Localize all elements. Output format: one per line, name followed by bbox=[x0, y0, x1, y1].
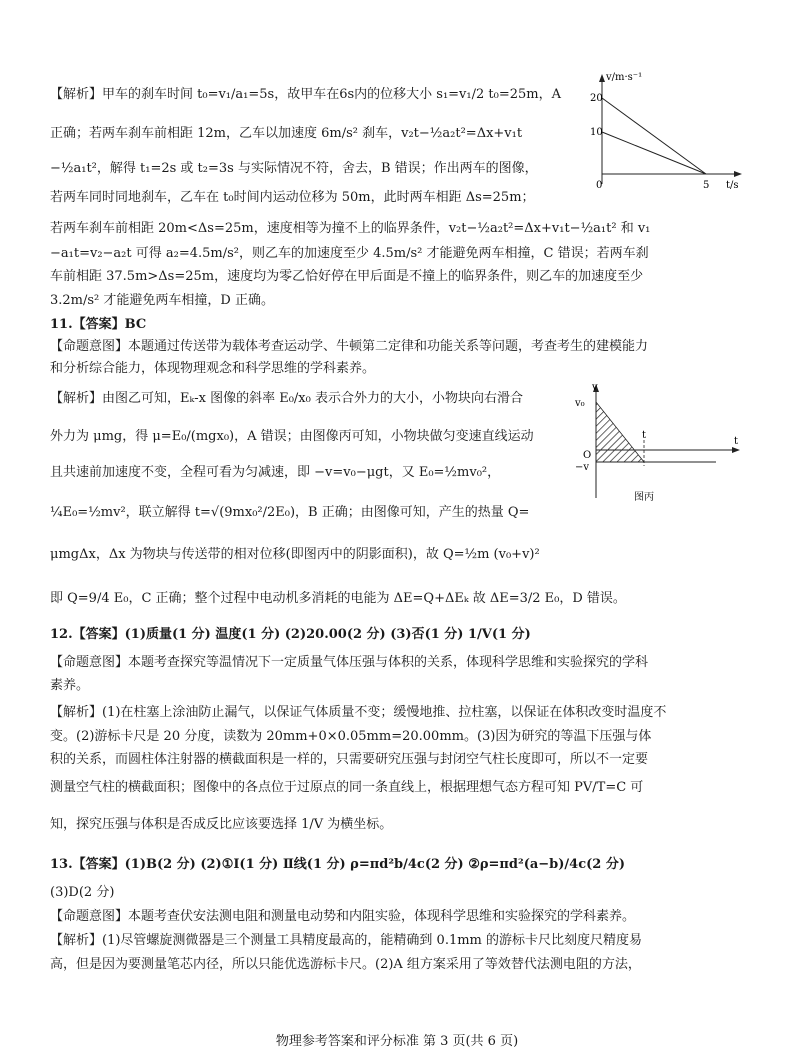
q11-graph-origin: O bbox=[583, 450, 592, 461]
q11-intent-1: 【命题意图】本题通过传送带为载体考查运动学、牛顿第二定律和功能关系等问题，考查考生的建模能力 bbox=[50, 339, 649, 354]
q12-answer: 12.【答案】(1)质量(1 分) 温度(1 分) (2)20.00(2 分) (3)否(1 分) 1/V(1 分) bbox=[50, 627, 531, 642]
q10-line-1: 【解析】甲车的刹车时间 t₀=v₁/a₁=5s，故甲车在6s内的位移大小 s₁=v₁/2 t₀=25m，A bbox=[50, 87, 561, 102]
q10-graph-tick-10: 10 bbox=[590, 127, 603, 138]
q10-line-8: 3.2m/s² 才能避免两车相撞，D 正确。 bbox=[50, 293, 274, 308]
q10-line-7: 车前相距 37.5m>Δs=25m，速度均为零乙恰好停在甲后面是不撞上的临界条件，则乙车的加速度至少 bbox=[50, 269, 644, 284]
q12-analysis-5: 知，探究压强与体积是否成反比应该要选择 1/V 为横坐标。 bbox=[50, 817, 393, 832]
page-footer: 物理参考答案和评分标准 第 3 页(共 6 页) bbox=[275, 1034, 519, 1049]
q10-graph-tick-20: 20 bbox=[590, 93, 603, 104]
q11-analysis-3: 且共速前加速度不变，全程可看为匀减速，即 −v=v₀−μgt，又 E₀=½mv₀²， bbox=[50, 465, 501, 480]
q12-intent-1: 【命题意图】本题考查探究等温情况下一定质量气体压强与体积的关系，体现科学思维和实验探究的学科 bbox=[50, 655, 649, 670]
q12-analysis-4: 测量空气柱的横截面积；图像中的各点位于过原点的同一条直线上，根据理想气态方程可知 PV/T=C 可 bbox=[50, 780, 644, 795]
q10-graph-tick-5: 5 bbox=[703, 180, 710, 191]
q11-graph-negv: −v bbox=[575, 462, 590, 473]
q11-analysis-5: μmgΔx，Δx 为物块与传送带的相对位移(即图丙中的阴影面积)，故 Q=½m (v₀+v)² bbox=[50, 547, 540, 562]
q11-analysis-1: 【解析】由图乙可知，Eₖ-x 图像的斜率 E₀/x₀ 表示合外力的大小，小物块向右滑合 bbox=[50, 391, 523, 406]
q13-answer-2: (3)D(2 分) bbox=[50, 885, 115, 900]
q11-graph-vlabel: v bbox=[592, 382, 598, 393]
q11-analysis-6: 即 Q=9/4 E₀，C 正确；整个过程中电动机多消耗的电能为 ΔE=Q+ΔEₖ 故 ΔE=3/2 E₀，D 错误。 bbox=[50, 591, 626, 606]
q13-analysis-2: 高，但是因为要测量笔芯内径，所以只能优选游标卡尺。(2)A 组方案采用了等效替代法测电阻的方法， bbox=[50, 957, 641, 972]
q12-analysis-1: 【解析】(1)在柱塞上涂油防止漏气，以保证气体质量不变；缓慢地推、拉柱塞，以保证在体积改变时温度不 bbox=[50, 705, 667, 720]
q10-line-4: 若两车同时同地刹车，乙车在 t₀时间内运动位移为 50m，此时两车相距 Δs=25m； bbox=[50, 190, 535, 205]
q13-intent-1: 【命题意图】本题考查伏安法测电阻和测量电动势和内阻实验，体现科学思维和实验探究的学科素养。 bbox=[50, 909, 636, 924]
q11-graph-t-axis: t bbox=[734, 436, 739, 447]
q11-graph-v0: v₀ bbox=[575, 398, 585, 409]
q10-graph-origin: 0 bbox=[596, 180, 603, 191]
q10-graph-ylabel: v/m·s⁻¹ bbox=[606, 72, 643, 83]
q10-graph-xlabel: t/s bbox=[726, 180, 739, 191]
q11-analysis-4: ¼E₀=½mv²，联立解得 t=√(9mx₀²/2E₀)，B 正确；由图像可知，产生的热量 Q= bbox=[50, 505, 530, 520]
q10-line-6: −a₁t=v₂−a₂t 可得 a₂=4.5m/s²，则乙车的加速度至少 4.5m/s² 才能避免两车相撞，C 错误；若两车刹 bbox=[50, 246, 649, 261]
q10-line-3: −½a₁t²，解得 t₁=2s 或 t₂=3s 与实际情况不符，舍去，B 错误；作出两车的图像， bbox=[50, 161, 538, 176]
q12-analysis-2: 变。(2)游标卡尺是 20 分度，读数为 20mm+0×0.05mm=20.00mm。(3)因为研究的等温下压强与体 bbox=[50, 729, 652, 744]
q11-answer: 11.【答案】BC bbox=[50, 317, 147, 332]
q13-answer: 13.【答案】(1)B(2 分) (2)①I(1 分) Ⅱ线(1 分) ρ=πd²b/4c(2 分) ②ρ=πd²(a−b)/4c(2 分) bbox=[50, 857, 626, 872]
q10-line-2: 正确；若两车刹车前相距 12m，乙车以加速度 6m/s² 刹车，v₂t−½a₂t²=Δx+v₁t bbox=[50, 126, 523, 141]
q10-vt-graph bbox=[588, 68, 748, 198]
q11-graph-caption: 图丙 bbox=[634, 492, 654, 503]
q13-analysis-1: 【解析】(1)尽管螺旋测微器是三个测量工具精度最高的，能精确到 0.1mm 的游标卡尺比刻度尺精度易 bbox=[50, 933, 643, 948]
q11-vt-graph bbox=[566, 378, 746, 518]
q11-graph-t-mark: t bbox=[642, 430, 647, 441]
q11-analysis-2: 外力为 μmg，得 μ=E₀/(mgx₀)，A 错误；由图像丙可知，小物块做匀变速直线运动 bbox=[50, 429, 534, 444]
q12-intent-2: 素养。 bbox=[50, 678, 90, 693]
q11-intent-2: 和分析综合能力，体现物理观念和科学思维的学科素养。 bbox=[50, 361, 376, 376]
q12-analysis-3: 积的关系，而圆柱体注射器的横截面积是一样的，只需要研究压强与封闭空气柱长度即可，所以不一定要 bbox=[50, 752, 649, 767]
q10-line-5: 若两车刹车前相距 20m<Δs=25m，速度相等为撞不上的临界条件，v₂t−½a₂t²=Δx+v₁t−½a₁t² 和 v₁ bbox=[50, 221, 651, 236]
